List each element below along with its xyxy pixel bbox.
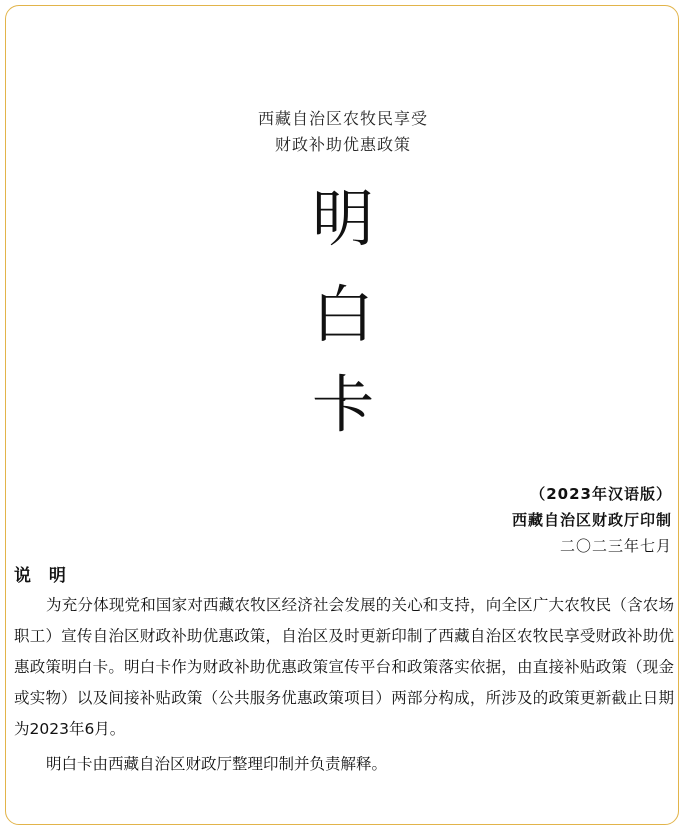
explanation-heading: 说 明	[14, 566, 72, 586]
main-title-char-2: 白	[311, 278, 374, 351]
edition-label: （2023年汉语版）	[530, 485, 672, 503]
subtitle-line-2: 财政补助优惠政策	[274, 135, 411, 154]
main-title-char-1: 明	[311, 182, 374, 255]
print-date: 二〇二三年七月	[559, 537, 672, 555]
explanation-paragraph-1: 为充分体现党和国家对西藏农牧区经济社会发展的关心和支持，向全区广大农牧民（含农场职工）宣传自治区财政补助优惠政策，自治区及时更新印制了西藏自治区农牧民享受财政补助优惠政策明白卡。明白卡作为财政补助优惠政策宣传平台和政策落实依据，由直接补贴政策（现金或实物）以及间接补贴政策（公共服务优惠政策项目）两部分构成，所涉及的政策更新截止日期为2023年6月。	[14, 596, 674, 738]
subtitle-line-1: 西藏自治区农牧民享受	[257, 109, 428, 128]
printer-label: 西藏自治区财政厅印制	[511, 511, 672, 529]
main-title-char-3: 卡	[311, 368, 374, 441]
explanation-paragraph-2: 明白卡由西藏自治区财政厅整理印制并负责解释。	[46, 755, 388, 773]
